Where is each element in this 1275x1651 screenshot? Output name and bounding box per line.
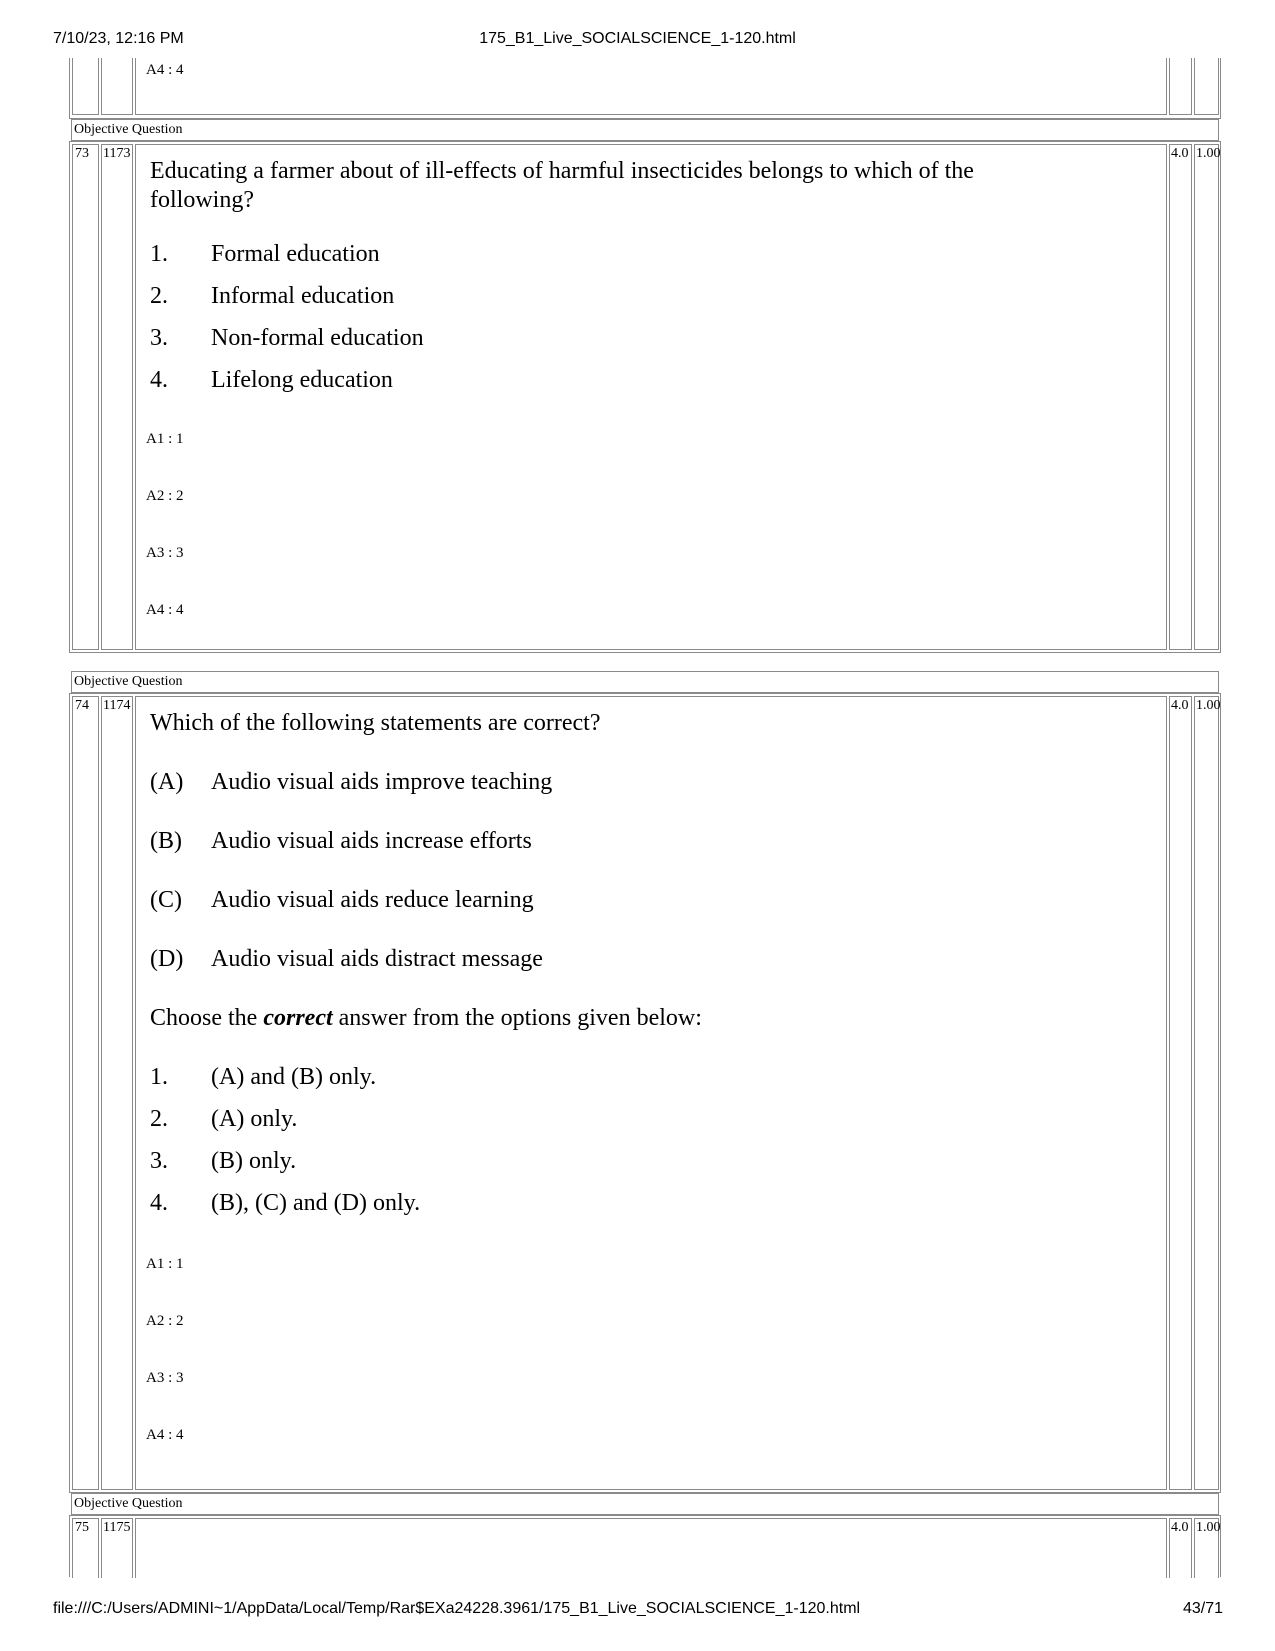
print-filename: 175_B1_Live_SOCIALSCIENCE_1-120.html (479, 30, 796, 47)
question-content-cell: Educating a farmer about of ill-effects of harmful insecticides belongs to which of the following? 1. Formal education 2. Informal education 3. Non-formal education 4. Lifelong education A1 : 1 A2 : 2 A3 : 3 A4 : 4 (135, 144, 1167, 650)
question-number-cell (72, 696, 99, 1490)
prev-question-table (69, 58, 1221, 119)
negative-marks-value: 1.00 (1196, 1520, 1221, 1535)
answer-1: A1 : 1 (146, 431, 184, 447)
question-number-cell (72, 1518, 99, 1578)
question-text-line2: following? (150, 187, 254, 213)
marks-value: 4.0 (1171, 698, 1189, 713)
marks-value: 4.0 (1171, 146, 1189, 161)
prev-answer-4: A4 : 4 (146, 62, 184, 78)
print-file-path: file:///C:/Users/ADMINI~1/AppData/Local/Temp/Rar$EXa24228.3961/175_B1_Live_SOCIALSCIENCE_1-120.html (53, 1600, 861, 1617)
answer-2: A2 : 2 (146, 1313, 184, 1329)
answer-3: A3 : 3 (146, 545, 184, 561)
negative-marks-cell (1194, 144, 1219, 650)
question-text-line1: Educating a farmer about of ill-effects of harmful insecticides belongs to which of the (150, 158, 974, 184)
section-label-q75 (71, 1493, 1219, 1515)
negative-marks-value: 1.00 (1196, 146, 1221, 161)
question-number: 75 (75, 1520, 89, 1535)
negative-marks-cell (1194, 696, 1219, 1490)
marks-value: 4.0 (1171, 1520, 1189, 1535)
question-number-cell (72, 144, 99, 650)
question-table-73 (69, 141, 1221, 653)
marks-cell (1169, 144, 1192, 650)
question-id-cell (101, 1518, 133, 1578)
marks-cell (1169, 1518, 1192, 1578)
prev-id-cell (101, 58, 133, 115)
question-table-74 (69, 693, 1221, 1493)
question-id: 1174 (103, 698, 131, 713)
answer-3: A3 : 3 (146, 1370, 184, 1386)
section-label-text: Objective Question (74, 1496, 183, 1511)
answer-4: A4 : 4 (146, 602, 184, 618)
section-label-q74 (71, 671, 1219, 693)
answer-1: A1 : 1 (146, 1256, 184, 1272)
choose-instruction: Choose the correct answer from the options given below: (150, 1005, 702, 1031)
question-id: 1173 (103, 146, 131, 161)
answer-2: A2 : 2 (146, 488, 184, 504)
section-label-text: Objective Question (74, 674, 183, 689)
marks-cell (1169, 696, 1192, 1490)
question-content-cell: Which of the following statements are correct? (A) Audio visual aids improve teaching (B) Audio visual aids increase efforts (C) Audio visual aids reduce learning (D) Audio visual aids distract message Choose the correct answer from the options given below: 1. (A) and (B) only. 2. (A) only. 3. (B) only. 4. (B), (C) and (D) only. A1 : 1 A2 : 2 A3 : 3 A4 : 4 (135, 696, 1167, 1490)
question-text: Which of the following statements are correct? (150, 710, 601, 736)
prev-marks-cell (1169, 58, 1192, 115)
section-label-text: Objective Question (74, 122, 183, 137)
question-id: 1175 (103, 1520, 131, 1535)
page-number: 43/71 (1182, 1600, 1223, 1617)
question-table-75 (69, 1515, 1221, 1577)
prev-num-cell (72, 58, 99, 115)
question-number: 74 (75, 698, 89, 713)
answer-4: A4 : 4 (146, 1427, 184, 1443)
negative-marks-value: 1.00 (1196, 698, 1221, 713)
question-number: 73 (75, 146, 89, 161)
negative-marks-cell (1194, 1518, 1219, 1578)
prev-content-cell (135, 58, 1167, 115)
question-id-cell (101, 144, 133, 650)
question-content-cell (135, 1518, 1167, 1578)
section-label-q73 (71, 119, 1219, 141)
question-id-cell (101, 696, 133, 1490)
print-datetime: 7/10/23, 12:16 PM (53, 30, 184, 47)
prev-neg-cell (1194, 58, 1219, 115)
